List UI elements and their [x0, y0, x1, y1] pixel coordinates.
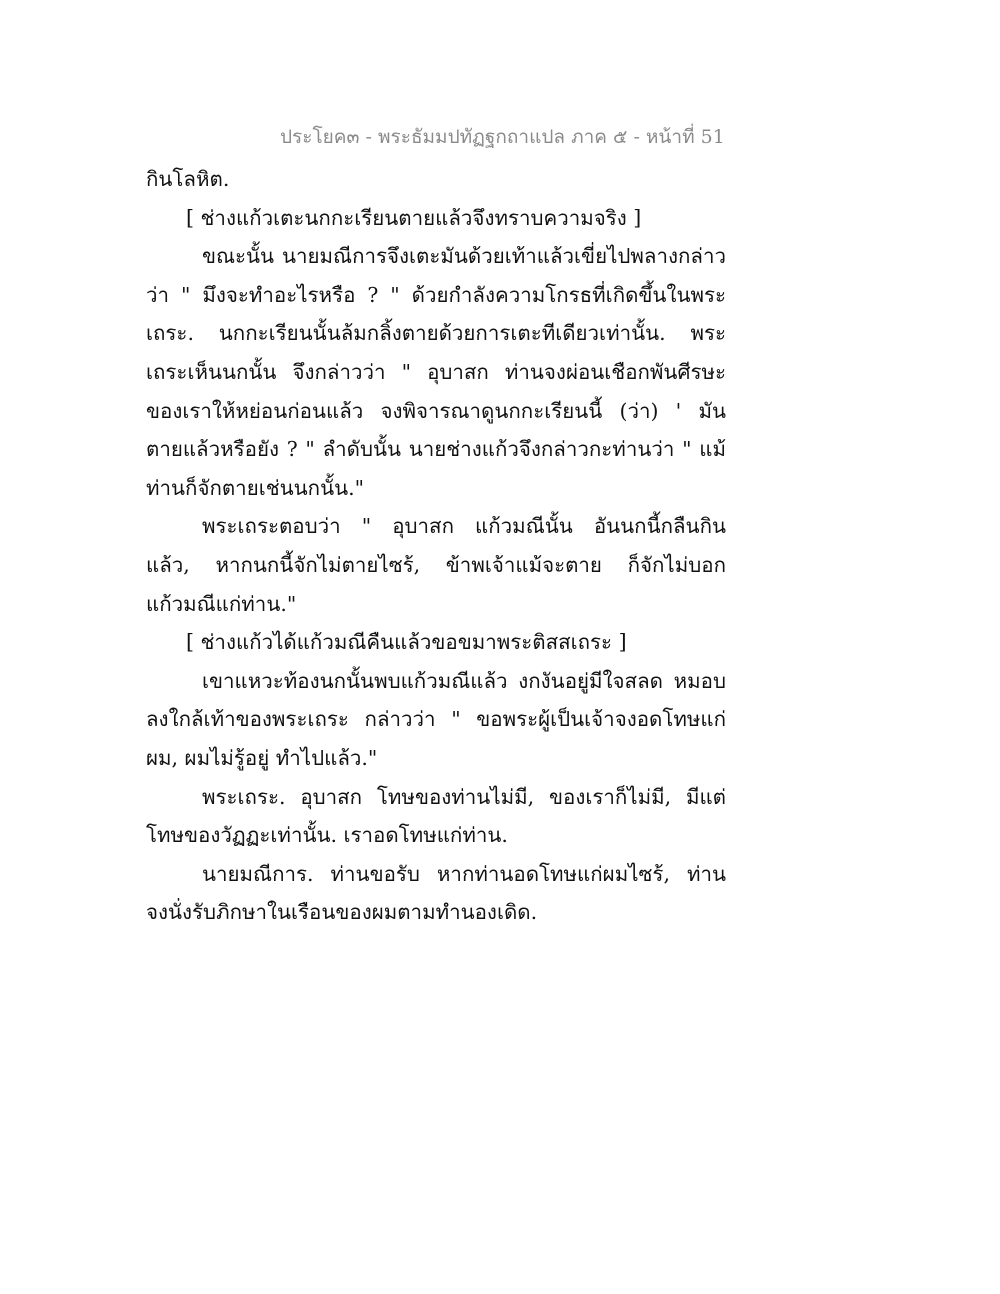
text-line: ตายแล้วหรือยัง ? " ลำดับนั้น นายช่างแก้วจึงกล่าวกะท่านว่า " แม้ [146, 437, 726, 462]
text-line: ท่านก็จักตายเช่นนกนั้น." [146, 475, 365, 500]
section-heading: [ ช่างแก้วเตะนกกะเรียนตายแล้วจึงทราบความจริง ] [186, 205, 642, 230]
text-line: ของเราให้หย่อนก่อนแล้ว จงพิจารณาดูนกกะเรียนนี้ (ว่า) ' มัน [146, 398, 726, 423]
paragraph-first-line: พระเถระตอบว่า " อุบาสก แก้วมณีนั้น อันนกนี้กลืนกิน [202, 514, 726, 539]
text-line: กินโลหิต. [146, 167, 230, 191]
text-line: แก้วมณีแก่ท่าน." [146, 591, 297, 616]
text-line: ว่า " มึงจะทำอะไรหรือ ? " ด้วยกำลังความโกรธที่เกิดขึ้นในพระ [146, 282, 726, 307]
text-line: ผม, ผมไม่รู้อยู่ ทำไปแล้ว." [146, 745, 378, 770]
paragraph-first-line: เขาแหวะท้องนกนั้นพบแก้วมณีแล้ว งกงันอยู่มีใจสลด หมอบ [202, 668, 726, 693]
text-line: โทษของวัฏฏะเท่านั้น. เราอดโทษแก่ท่าน. [146, 823, 508, 848]
section-heading: [ ช่างแก้วได้แก้วมณีคืนแล้วขอขมาพระติสสเถระ ] [186, 630, 627, 655]
text-line: จงนั่งรับภิกษาในเรือนของผมตามทำนองเดิด. [146, 900, 538, 925]
text-line: เถระ. นกกะเรียนนั้นล้มกลิ้งตายด้วยการเตะทีเดียวเท่านั้น. พระ [146, 321, 726, 346]
text-line: ลงใกล้เท้าของพระเถระ กล่าวว่า " ขอพระผู้เป็นเจ้าจงอดโทษแก่ [146, 707, 726, 732]
text-line: แล้ว, หากนกนี้จักไม่ตายไซร้, ข้าพเจ้าแม้จะตาย ก็จักไม่บอก [146, 552, 726, 577]
body-text [146, 160, 726, 932]
paragraph-first-line: นายมณีการ. ท่านขอรับ หากท่านอดโทษแก่ผมไซร้, ท่าน [202, 861, 726, 886]
text-line: เถระเห็นนกนั้น จึงกล่าวว่า " อุบาสก ท่านจงผ่อนเชือกพันศีรษะ [146, 359, 726, 384]
paragraph-first-line: ขณะนั้น นายมณีการจึงเตะมันด้วยเท้าแล้วเขี่ยไปพลางกล่าว [202, 244, 726, 269]
running-header: ประโยค๓ - พระธัมมปทัฏฐกถาแปล ภาค ๕ - หน้าที่ 51 [280, 126, 725, 148]
paragraph-first-line: พระเถระ. อุบาสก โทษของท่านไม่มี, ของเราก็ไม่มี, มีแต่ [202, 784, 726, 809]
